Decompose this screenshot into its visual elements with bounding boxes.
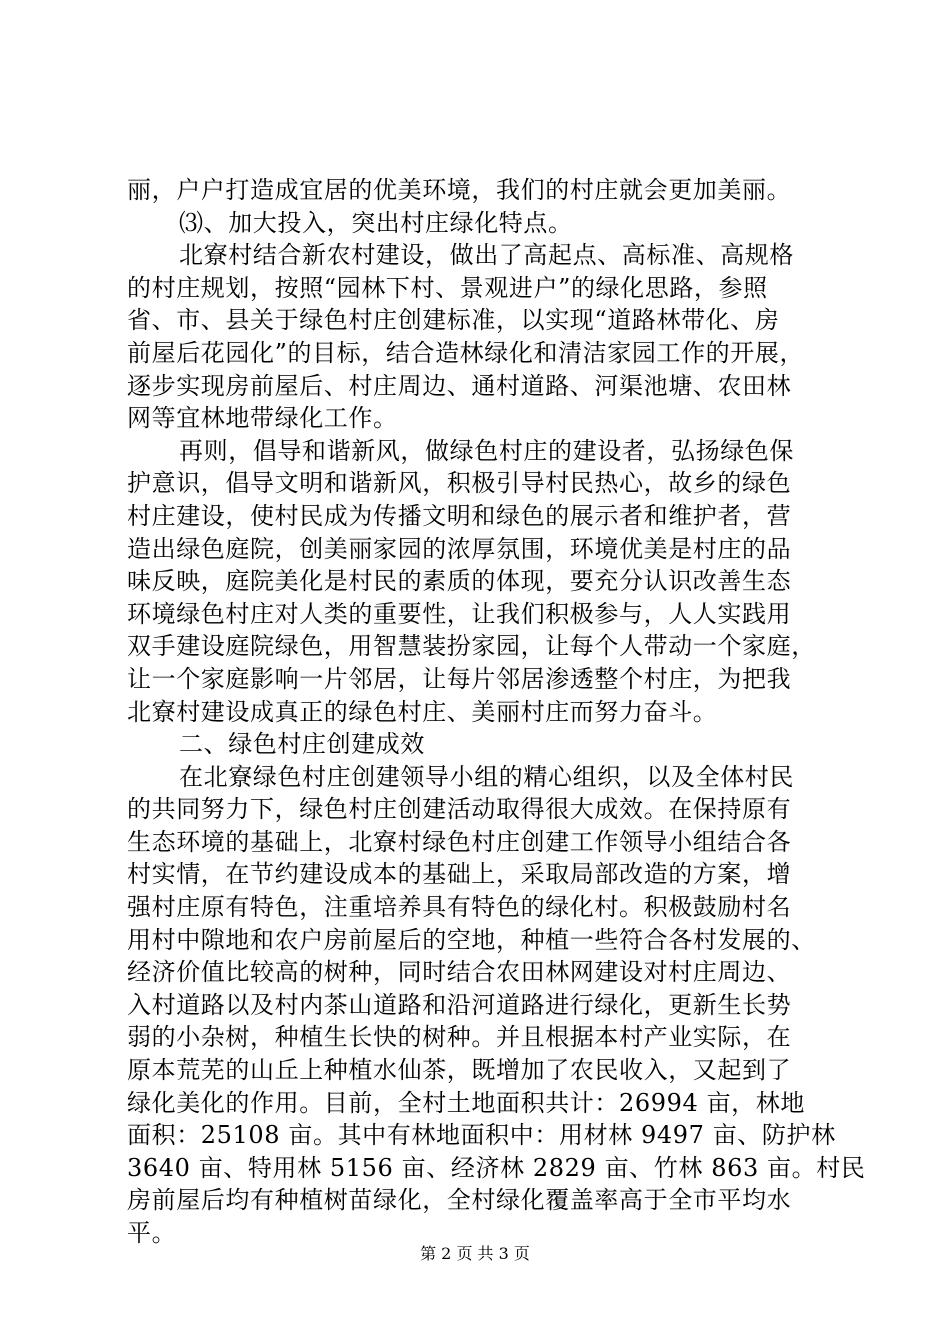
text-line: 省、市、县关于绿色村庄创建标准，以实现“道路林带化、房: [127, 306, 780, 335]
paragraph-harmony: [127, 435, 832, 728]
text-line: 绿化美化的作用。目前，全村土地面积共计：26994 亩，林地: [127, 1088, 805, 1117]
text-line: 弱的小杂树，种植生长快的树种。并且根据本村产业实际，在: [127, 1023, 792, 1052]
text-line: 村庄建设，使村民成为传播文明和绿色的展示者和维护者，营: [127, 501, 792, 530]
text-line: 入村道路以及村内茶山道路和沿河道路进行绿化，更新生长势: [127, 990, 792, 1019]
text-line: ⑶、加大投入，突出村庄绿化特点。: [179, 208, 573, 237]
text-line: 3640 亩、特用林 5156 亩、经济林 2829 亩、竹林 863 亩。村民: [127, 1153, 866, 1182]
text-line: 前屋后花园化”的目标，结合造林绿化和清洁家园工作的开展，: [127, 338, 805, 367]
text-line: 逐步实现房前屋后、村庄周边、通村道路、河渠池塘、农田林: [127, 371, 792, 400]
paragraph-results: [127, 761, 866, 1250]
text-line: 再则，倡导和谐新风，做绿色村庄的建设者，弘扬绿色保: [179, 436, 794, 465]
text-line: 北寮村结合新农村建设，做出了高起点、高标准、高规格: [179, 241, 794, 270]
subheading-3: [127, 207, 832, 240]
text-line: 面积：25108 亩。其中有林地面积中：用材林 9497 亩、防护林: [127, 1121, 836, 1150]
text-line: 平。: [127, 1219, 177, 1247]
text-line: 双手建设庭院绿色，用智慧装扮家园，让每个人带动一个家庭，: [127, 632, 816, 661]
text-line: 经济价值比较高的树种，同时结合农田林网建设对村庄周边、: [127, 958, 792, 987]
text-line: 强村庄原有特色，注重培养具有特色的绿化村。积极鼓励村名: [127, 893, 792, 922]
text-line: 的共同努力下，绿色村庄创建活动取得很大成效。在保持原有: [127, 795, 792, 824]
text-line: 房前屋后均有种植树苗绿化，全村绿化覆盖率高于全市平均水: [127, 1186, 792, 1215]
text-line: 用村中隙地和农户房前屋后的空地，种植一些符合各村发展的、: [127, 925, 816, 954]
page-number-footer: 第 2 页 共 3 页: [420, 1244, 530, 1263]
paragraph-village-planning: [127, 239, 832, 435]
text-line: 的村庄规划，按照“园林下村、景观进户”的绿化思路，参照: [127, 273, 768, 302]
text-line: 在北寮绿色村庄创建领导小组的精心组织，以及全体村民: [179, 762, 794, 791]
document-body: [127, 174, 866, 1250]
paragraph-continued: [127, 174, 832, 207]
text-line: 味反映，庭院美化是村民的素质的体现，要充分认识改善生态: [127, 567, 792, 596]
text-line: 造出绿色庭院，创美丽家园的浓厚氛围，环境优美是村庄的品: [127, 534, 792, 563]
text-line: 二、绿色村庄创建成效: [179, 730, 425, 759]
text-line: 村实情，在节约建设成本的基础上，采取局部改造的方案，增: [127, 860, 792, 889]
text-line: 北寮村建设成真正的绿色村庄、美丽村庄而努力奋斗。: [127, 697, 718, 726]
text-line: 生态环境的基础上，北寮村绿色村庄创建工作领导小组结合各: [127, 827, 792, 856]
text-line: 网等宜林地带绿化工作。: [127, 404, 398, 433]
text-line: 环境绿色村庄对人类的重要性，让我们积极参与，人人实践用: [127, 599, 792, 628]
section-heading-2: [127, 728, 832, 761]
text-line: 原本荒芜的山丘上种植水仙茶，既增加了农民收入，又起到了: [127, 1056, 792, 1085]
text-line: 护意识，倡导文明和谐新风，积极引导村民热心，故乡的绿色: [127, 469, 792, 498]
text-line: 让一个家庭影响一片邻居，让每片邻居渗透整个村庄，为把我: [127, 664, 792, 693]
text-line: 丽，户户打造成宜居的优美环境，我们的村庄就会更加美丽。: [127, 176, 792, 204]
